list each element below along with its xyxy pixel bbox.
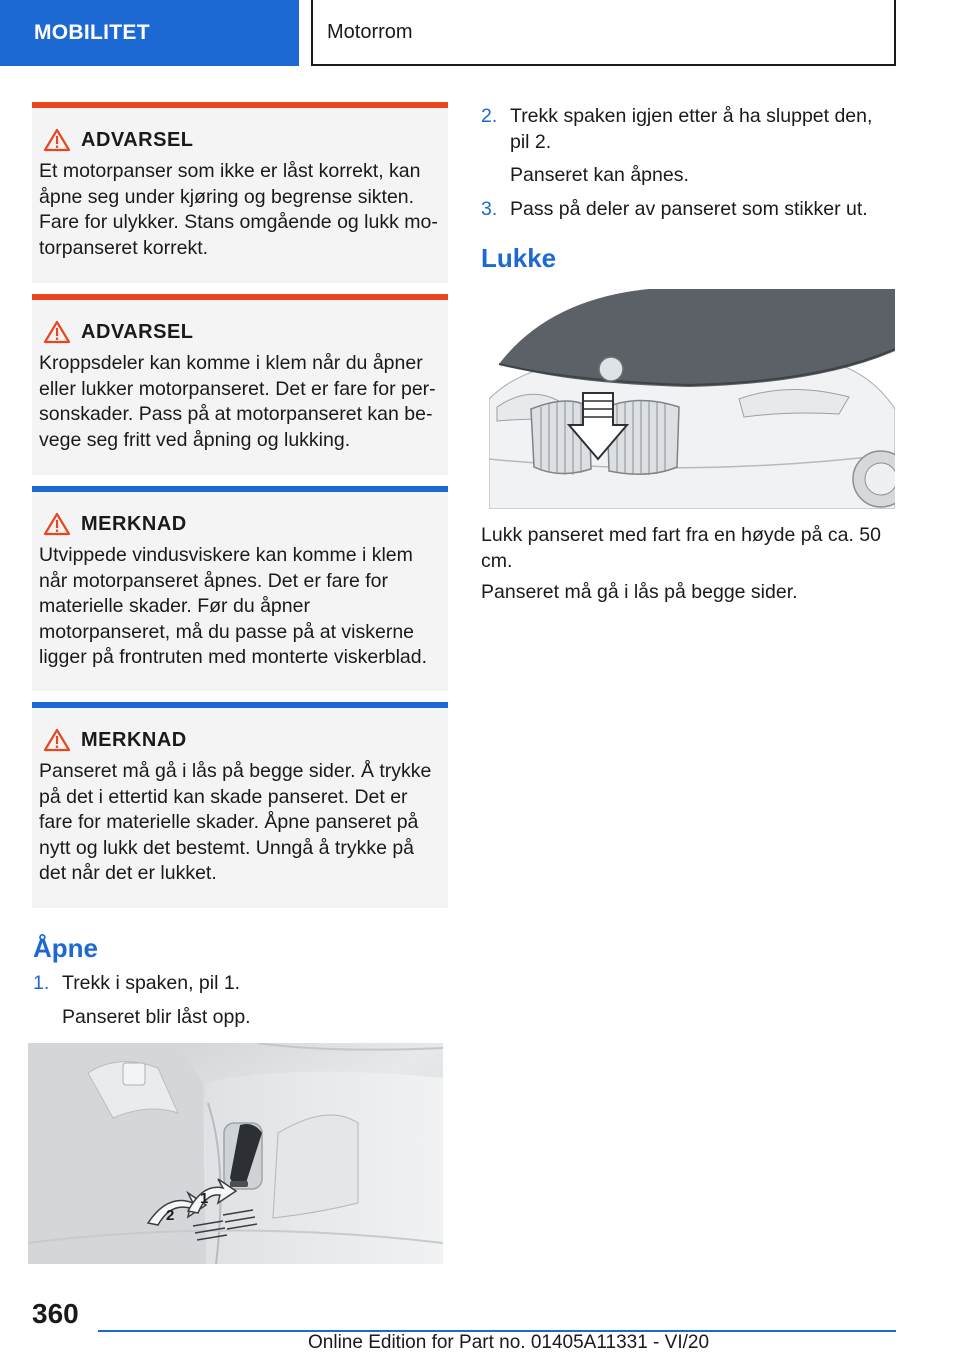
page-number: 360 <box>32 1298 79 1329</box>
arrow-label-2: 2 <box>166 1207 175 1224</box>
warning-triangle-icon <box>43 728 71 752</box>
notice-header <box>43 512 440 536</box>
step-number: 3. <box>481 197 498 220</box>
warning-triangle-icon <box>43 512 71 536</box>
section-title: MOBILITET <box>34 21 150 44</box>
step-result: Panseret blir låst opp. <box>62 1005 251 1028</box>
hood-release-illustration <box>28 1043 443 1264</box>
warning-triangle-icon <box>43 128 71 152</box>
footer-edition: Online Edition for Part no. 01405A11331 - VI/20 <box>308 1332 710 1353</box>
notice-title: ADVARSEL <box>81 320 194 343</box>
step-text: Trekk i spaken, pil 1. <box>62 972 241 994</box>
list-item <box>33 971 445 997</box>
section-heading-open: Åpne <box>33 933 98 963</box>
warning-box <box>32 102 448 283</box>
notice-text: Kroppsdeler kan komme i klem når du åpner eller lukker motorpanseret. Det er fare for personskader. Pass på at motorpanseret kan bevege seg fritt ved åpning og lukking. <box>39 352 436 451</box>
hood-release-image <box>28 1043 443 1264</box>
chapter-title: Motorrom <box>327 20 413 43</box>
hood-close-image <box>489 289 895 509</box>
notice-header <box>43 320 440 344</box>
notice-text: Et motorpanser som ikke er låst korrekt, kan åpne seg under kjøring og begrense sikten. Fare for ulykker. Stans omgående og lukk motorpanseret korrekt. <box>39 160 438 259</box>
section-tab <box>0 0 299 66</box>
arrow-label-1: 1 <box>200 1190 209 1207</box>
warning-box <box>32 294 448 475</box>
notice-header <box>43 128 440 152</box>
list-item <box>481 104 881 155</box>
notice-header <box>43 728 440 752</box>
notice-title: ADVARSEL <box>81 128 194 151</box>
step-result: Panseret kan åpnes. <box>510 164 689 186</box>
section-heading-close: Lukke <box>481 243 557 273</box>
list-item <box>481 197 881 223</box>
steps-open <box>33 971 445 1030</box>
step-number: 1. <box>33 972 50 994</box>
notice-text: Panseret må gå i lås på begge sider. Å trykke på det i ettertid kan skade panseret. Det er fare for materielle skader. Åpne panseret på nytt og lukk det bestemt. Unngå å trykke på det når det er lukket. <box>39 760 432 884</box>
hood-close-illustration <box>489 289 895 509</box>
notice-title: MERKNAD <box>81 728 187 751</box>
step-text: Trekk spaken igjen etter å ha sluppet den, pil 2. <box>510 105 873 153</box>
notice-title: MERKNAD <box>81 512 187 535</box>
chapter-header <box>311 0 896 66</box>
step-text: Pass på deler av panseret som stikker ut. <box>510 197 868 220</box>
notice-text: Utvippede vindusviskere kan komme i klem når motorpanseret åpnes. Det er fare for materielle skader. Før du åpner motorpanseret, må du passe på at viskerne ligger på frontruten med monterte viskerblad. <box>39 544 428 668</box>
warning-triangle-icon <box>43 320 71 344</box>
steps-open-continued <box>481 104 881 222</box>
step-number: 2. <box>481 105 498 127</box>
close-paragraph-1: Lukk panseret med fart fra en høyde på ca. 50 cm. <box>481 524 881 572</box>
close-paragraph-2: Panseret må gå i lås på begge sider. <box>481 581 798 603</box>
note-box <box>32 702 448 908</box>
note-box <box>32 486 448 691</box>
